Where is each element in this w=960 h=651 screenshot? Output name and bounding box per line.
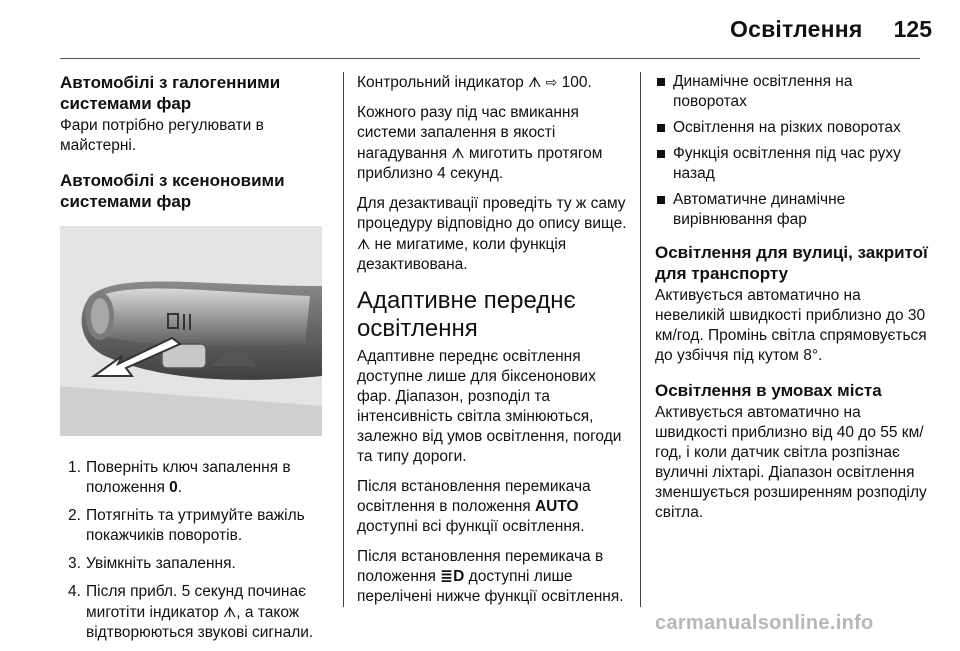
column-divider-1	[343, 72, 344, 607]
heading-halogen: Автомобілі з галогенними системами фар	[60, 73, 281, 113]
bullet-icon	[657, 150, 665, 158]
steps-list	[60, 458, 335, 643]
para-reminder: Кожного разу під час вмикання системи запалення в якості нагадування ᗑ миготить протягом приблизно 4 секунд.	[357, 104, 603, 182]
headlight-indicator-icon: ᗑ	[451, 145, 465, 161]
para-indicator-ref: Контрольний індикатор ᗑ ⇨ 100.	[357, 74, 592, 91]
low-beam-icon: ≣D	[440, 568, 465, 585]
list-item: Автоматичне динамічне вирівнювання фар	[655, 190, 930, 230]
headlight-indicator-icon: ᗑ	[223, 604, 237, 620]
heading-adaptive-lighting: Адаптивне переднє освітлення	[357, 287, 576, 342]
para-city-lighting: Активується автоматично на швидкості приблизно від 40 до 55 км/год, і коли датчик світла розпізнає вуличні ліхтарі. Діапазон освітлення зменшується розширенням розподілу світла.	[655, 404, 927, 521]
bullet-icon	[657, 196, 665, 204]
header-divider	[60, 58, 920, 59]
column-1	[60, 72, 335, 651]
column-3	[655, 72, 930, 533]
column-2	[357, 72, 627, 617]
page-reference-arrow-icon: ⇨	[545, 74, 558, 90]
para-halogen: Фари потрібно регулювати в майстерні.	[60, 117, 264, 154]
para-auto: Після встановлення перемикача освітлення в положення AUTO доступні всі функції освітлення.	[357, 478, 591, 535]
list-item: Динамічне освітлення на поворотах	[655, 72, 930, 112]
para-closed-street: Активується автоматично на невеликій швидкості приблизно до 30 км/год. Промінь світла спрямовується до узбіччя під кутом 8°.	[655, 287, 927, 364]
step-1: 1. Поверніть ключ запалення в положення 0.	[68, 459, 291, 496]
step-4: 4. Після прибл. 5 секунд починає миготіти індикатор ᗑ, а також відтворюються звукові сигнали.	[68, 583, 314, 641]
page-title: Освітлення	[730, 16, 863, 42]
para-deactivation: Для дезактивації проведіть ту ж саму процедуру відповідно до опису вище. ᗑ не мигатиме, коли функція дезактивована.	[357, 195, 627, 273]
column-divider-2	[640, 72, 641, 607]
heading-xenon: Автомобілі з ксеноновими системами фар	[60, 171, 285, 211]
para-low-beam: Після встановлення перемикача в положення ≣D доступні лише перелічені нижче функції освітлення.	[357, 548, 624, 605]
page-number: 125	[893, 16, 932, 42]
list-item: Функція освітлення під час руху назад	[655, 144, 930, 184]
watermark: carmanualsonline.info	[655, 612, 874, 634]
heading-city-lighting: Освітлення в умовах міста	[655, 381, 882, 400]
list-item: Освітлення на різких поворотах	[655, 118, 930, 138]
lever-illustration-icon	[60, 226, 322, 436]
step-3: 3. Увімкніть запалення.	[68, 555, 236, 572]
heading-closed-street: Освітлення для вулиці, закритої для транспорту	[655, 243, 928, 283]
bullet-icon	[657, 124, 665, 132]
headlight-indicator-icon: ᗑ	[357, 236, 371, 252]
headlight-indicator-icon: ᗑ	[528, 74, 542, 90]
para-adaptive: Адаптивне переднє освітлення доступне лише для біксенонових фар. Діапазон, розподіл та інтенсивність світла змінюються, залежно від умов освітлення, погоди та типу дороги.	[357, 348, 622, 465]
functions-list	[655, 72, 930, 230]
step-2: 2. Потягніть та утримуйте важіль покажчиків поворотів.	[68, 507, 305, 544]
bullet-icon	[657, 78, 665, 86]
